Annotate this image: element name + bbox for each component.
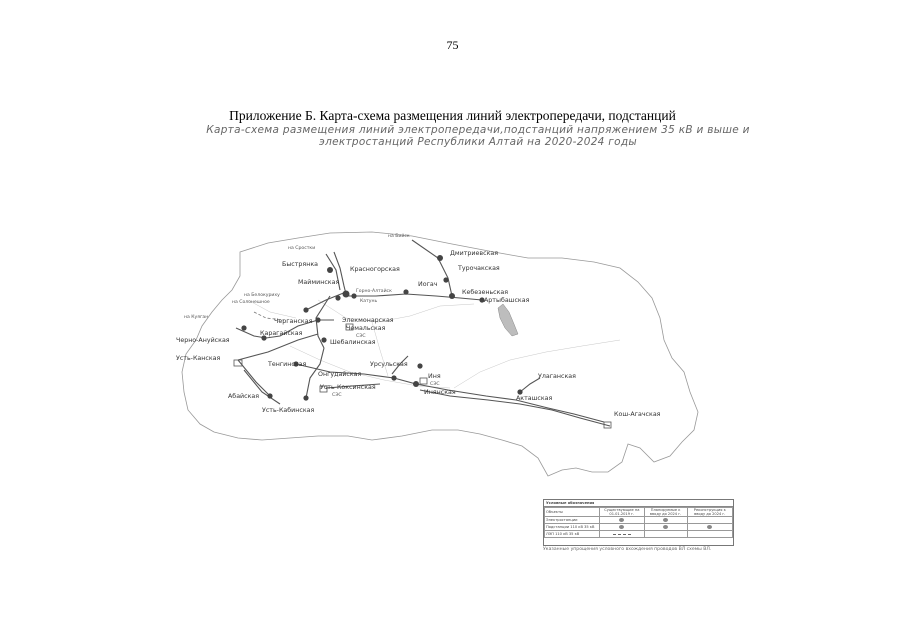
label-to-kuyagan: на Куяган <box>184 315 209 320</box>
legend-col-existing: Существующие на 01.01.2019 г. <box>600 508 645 517</box>
label-ses-koksa: СЭС <box>332 393 342 398</box>
power-plant-icon <box>619 518 624 522</box>
substation-icon <box>663 525 668 529</box>
map-title-line-2: электростанций Республики Алтай на 2020-2024 годы <box>319 136 637 148</box>
legend-row-powerplants <box>545 517 733 524</box>
legend-col-planned: Планируемые к вводу до 2024 г. <box>644 508 687 517</box>
legend-header-row <box>545 508 733 517</box>
line-icon <box>613 534 631 535</box>
label-cherno-anuyskaya: Черно-Ануйская <box>176 337 230 344</box>
label-abayskaya: Абайская <box>228 393 260 400</box>
label-inya: Иня <box>428 373 441 380</box>
label-aktashskaya: Акташская <box>516 395 553 402</box>
legend-row-lines <box>545 531 733 538</box>
label-chemalskaya: Чемальская <box>346 325 386 332</box>
label-turochakskaya: Турочакская <box>458 265 500 272</box>
label-mayminskaya: Майминская <box>298 279 340 286</box>
lake <box>498 304 518 336</box>
legend-row-substations <box>545 524 733 531</box>
map-legend <box>543 499 734 546</box>
legend-col-recon: Реконструкция к вводу до 2024 г. <box>687 508 732 517</box>
label-to-biysk: на Бийск <box>388 234 410 239</box>
label-shebalinskaya: Шебалинская <box>330 339 376 346</box>
label-ursulskaya: Урсульская <box>370 361 408 368</box>
substation-icon <box>707 525 712 529</box>
label-katun: Катунь <box>360 299 378 304</box>
label-dmitrievskaya: Дмитриевская <box>450 250 499 257</box>
label-krasnogorskaya: Красногорская <box>350 266 400 273</box>
label-to-belokurikha: на Белокуриху <box>244 293 280 298</box>
label-ust-kabinskaya: Усть-Кабинская <box>262 407 315 414</box>
legend-label: ЛЭП 110 кВ 35 кВ <box>545 531 600 538</box>
label-kebezenskaya: Кебезеньская <box>462 289 509 296</box>
label-to-srostki: на Сростки <box>288 246 316 251</box>
power-plant-icon <box>663 518 668 522</box>
substation-icon <box>619 525 624 529</box>
label-to-soloneshnoe: на Солонешное <box>232 300 270 305</box>
label-inyaskaya: Инянская <box>424 389 456 396</box>
legend-table <box>544 507 733 538</box>
legend-label: Подстанции 110 кВ 35 кВ <box>545 524 600 531</box>
label-karagaykaya: Карагайская <box>260 330 303 337</box>
legend-note: Указанные упрощения условного вхождения проводов ВЛ схемы ВЛ. <box>543 547 712 552</box>
label-elekmonarskaya: Элекмонарская <box>342 317 394 324</box>
label-ses-chemal: СЭС <box>356 334 366 339</box>
label-bystryanka: Быстрянка <box>282 261 318 268</box>
legend-title: Условные обозначения <box>544 500 733 507</box>
label-ses-inya: СЭС <box>430 382 440 387</box>
appendix-heading: Приложение Б. Карта-схема размещения линий электропередачи, подстанций <box>229 108 676 123</box>
label-ulaganskaya: Улаганская <box>538 373 576 380</box>
label-ust-koksinskaya: Усть-Коксинская <box>320 384 376 391</box>
label-chergiskaya: Черганская <box>274 318 313 325</box>
label-ongudayskaya: Онгудайская <box>318 371 362 378</box>
label-artybashskaya: Артыбашская <box>484 297 530 304</box>
label-ust-kanskaya: Усть-Канская <box>176 355 221 362</box>
legend-label: Электростанции <box>545 517 600 524</box>
label-iogach: Иогач <box>418 281 438 288</box>
map-title-line-1: Карта-схема размещения линий электропередачи,подстанций напряжением 35 кВ и выше и <box>206 124 750 136</box>
label-tenginskaya: Тенгинская <box>268 361 307 368</box>
label-gorno-altaysk: Горно-Алтайск <box>356 289 392 294</box>
legend-col-object: Объекты <box>545 508 600 517</box>
label-kosh-agachskaya: Кош-Агачская <box>614 411 661 418</box>
page-number: 75 <box>446 38 459 52</box>
